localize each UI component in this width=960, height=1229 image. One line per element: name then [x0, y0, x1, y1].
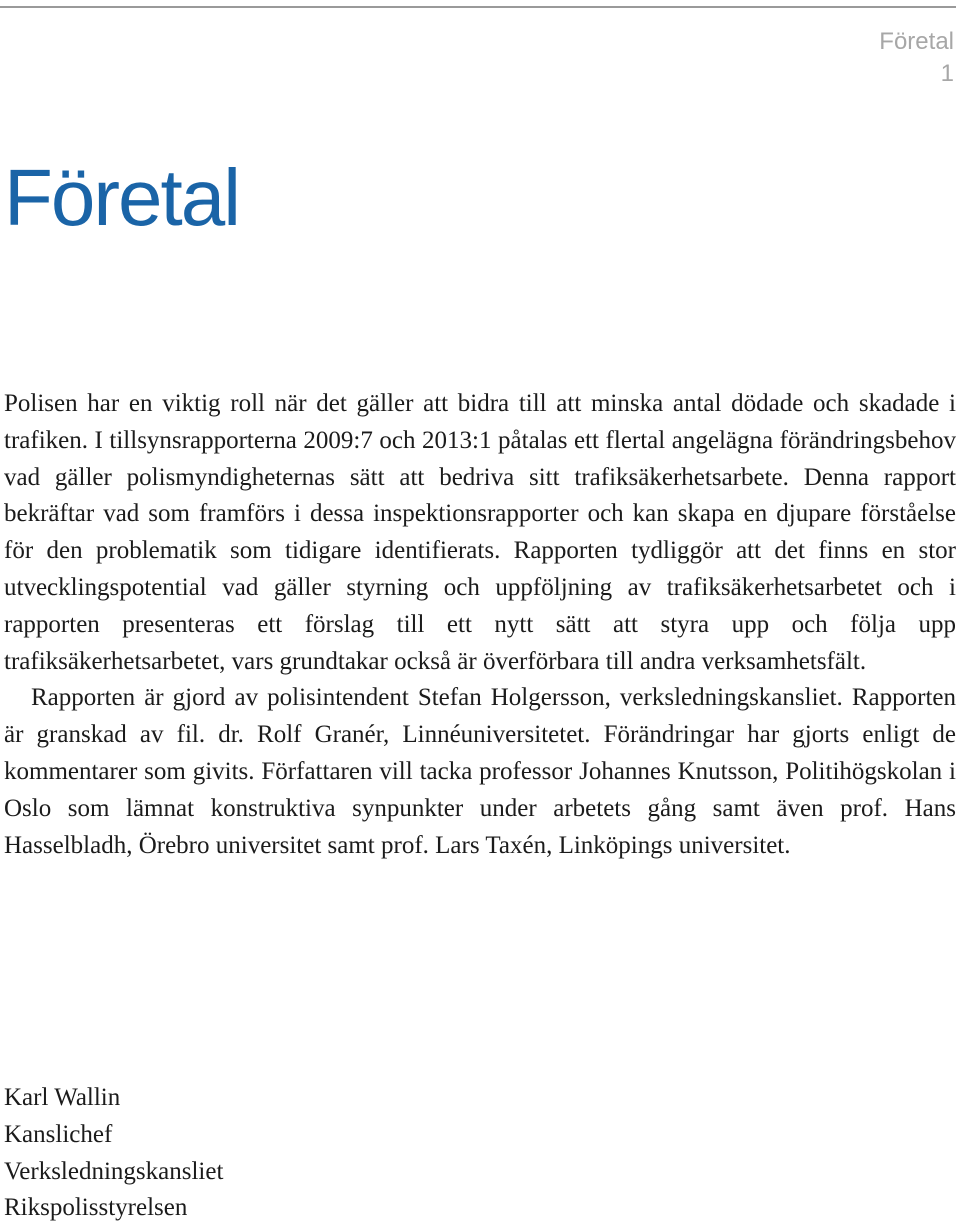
paragraph-acknowledgements: Rapporten är gjord av polisintendent Stefan Holgersson, verksledningskansliet. Rapporten är granskad av fil. dr. Rolf Granér, Linnéuniversitetet. Förändringar har gjorts enligt de kommentarer som givits. Författaren vill tacka professor Johannes Knutsson, Politihögskolan i Oslo som lämnat konstruktiva synpunkter under arbetets gång samt även prof. Hans Hasselbladh, Örebro universitet samt prof. Lars Taxén, Linköpings universitet.	[4, 684, 956, 859]
running-header	[879, 26, 954, 90]
page-title: Företal	[4, 153, 239, 242]
page-number: 1	[940, 60, 954, 87]
signature-department: Verksledningskansliet	[4, 1157, 224, 1185]
running-header-section: Företal	[879, 28, 954, 55]
body-text	[4, 386, 956, 864]
signature-block	[4, 1080, 223, 1227]
signature-role: Kanslichef	[4, 1120, 113, 1148]
signature-organization: Rikspolisstyrelsen	[4, 1194, 188, 1222]
signature-name: Karl Wallin	[4, 1084, 121, 1111]
header-rule	[0, 6, 956, 8]
paragraph-intro: Polisen har en viktig roll när det gäller att bidra till att minska antal dödade och skadade i trafiken. I tillsynsrapporterna 2009:7 och 2013:1 påtalas ett flertal angelägna förändringsbehov vad gäller polismyndigheternas sätt att bedriva sitt trafiksäkerhetsarbete. Denna rapport bekräftar vad som framförs i dessa inspektionsrapporter och kan skapa en djupare förståelse för den problematik som tidigare identifierats. Rapporten tydliggör att det finns en stor utvecklingspotential vad gäller styrning och uppföljning av trafiksäkerhetsarbetet och i rapporten presenteras ett förslag till ett nytt sätt att styra upp och följa upp trafiksäkerhetsarbetet, vars grundtakar också är överförbara till andra verksamhetsfält.	[4, 390, 956, 675]
